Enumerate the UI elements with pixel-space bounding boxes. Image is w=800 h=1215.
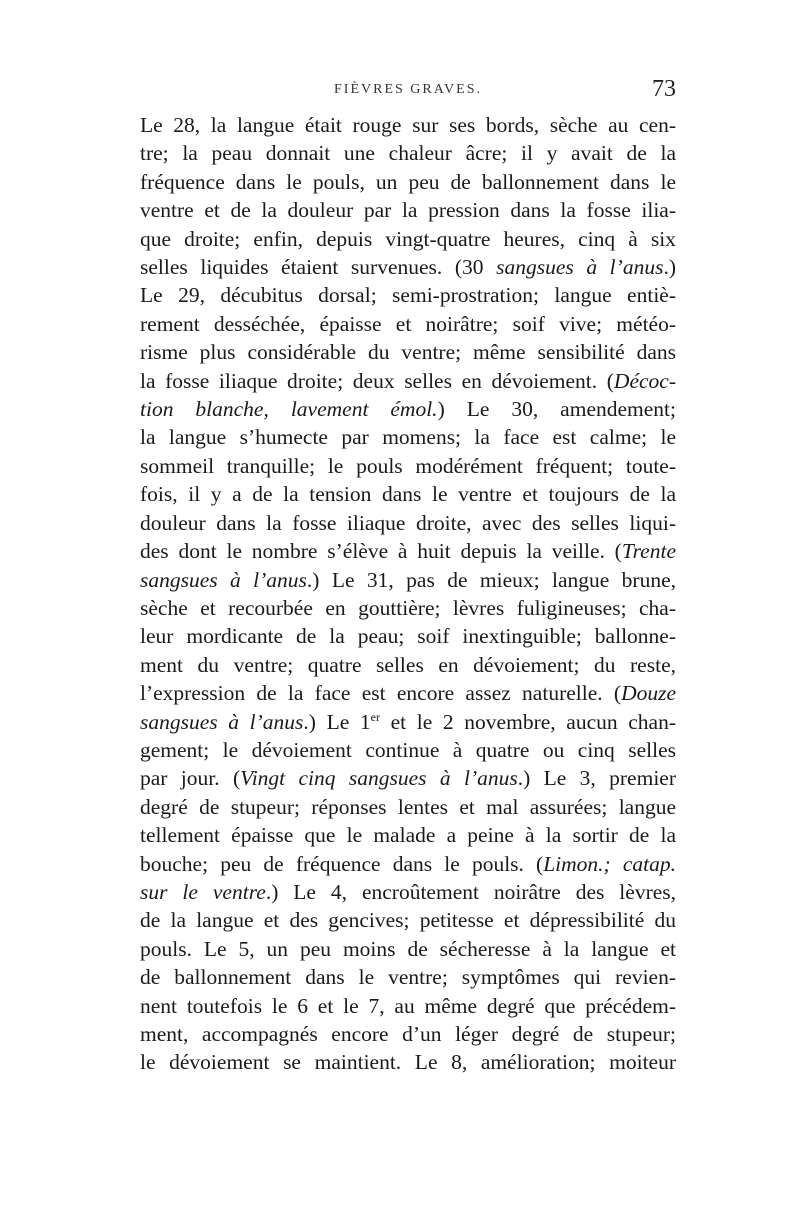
- text-line: [140, 367, 676, 395]
- text-segment: ment du ventre; quatre selles en dévoiement; du reste,: [140, 652, 676, 677]
- text-line: [140, 338, 676, 366]
- text-line: [140, 566, 676, 594]
- text-line: [140, 764, 676, 792]
- text-segment: ventre et de la douleur par la pression dans la fosse ilia-: [140, 198, 676, 223]
- text-line: [140, 480, 676, 508]
- italic-text: Douze: [621, 681, 676, 706]
- text-line: [140, 281, 676, 309]
- text-segment: de ballonnement dans le ventre; symptômes qui revien-: [140, 965, 676, 990]
- page-number: 73: [652, 76, 676, 102]
- text-line: [140, 423, 676, 451]
- text-line: [140, 537, 676, 565]
- text-segment: pouls. Le 5, un peu moins de sécheresse à la langue et: [140, 936, 676, 961]
- text-line: [140, 736, 676, 764]
- text-segment: ) Le 30, amendement;: [437, 397, 676, 422]
- text-line: [140, 850, 676, 878]
- superscript: er: [370, 709, 380, 724]
- text-line: [140, 935, 676, 963]
- italic-text: Vingt cinq sangsues à l’anus: [240, 766, 518, 791]
- text-segment: .) Le 4, encroûtement noirâtre des lèvres,: [265, 879, 677, 904]
- text-segment: par jour. (: [140, 766, 241, 791]
- text-line: [140, 395, 676, 423]
- text-segment: de la langue et des gencives; petitesse et dépressibilité du: [140, 908, 676, 933]
- running-title: FIÈVRES GRAVES.: [334, 82, 482, 97]
- text-segment: bouche; peu de fréquence dans le pouls. (: [140, 851, 544, 876]
- text-line: [140, 651, 676, 679]
- text-line: [140, 1048, 676, 1076]
- text-line: [140, 793, 676, 821]
- text-line: [140, 310, 676, 338]
- text-line: [140, 1020, 676, 1048]
- text-segment: .) Le 1: [303, 709, 371, 734]
- text-line: [140, 992, 676, 1020]
- text-segment: le dévoiement se maintient. Le 8, amélioration; moiteur: [140, 1050, 676, 1075]
- italic-text: Décoc-: [613, 368, 676, 393]
- text-line: [140, 196, 676, 224]
- text-segment: sommeil tranquille; le pouls modérément fréquent; toute-: [140, 453, 676, 478]
- text-line: [140, 821, 676, 849]
- italic-text: tion blanche, lavement émol.: [140, 397, 438, 422]
- text-segment: douleur dans la fosse iliaque droite, avec des selles liqui-: [140, 510, 676, 535]
- text-segment: la fosse iliaque droite; deux selles en dévoiement. (: [140, 368, 614, 393]
- text-line: [140, 111, 676, 139]
- italic-text: sangsues à l’anus: [140, 709, 304, 734]
- text-line: [140, 708, 676, 736]
- text-segment: degré de stupeur; réponses lentes et mal assurées; langue: [140, 794, 676, 819]
- text-line: [140, 963, 676, 991]
- text-segment: tre; la peau donnait une chaleur âcre; il y avait de la: [140, 141, 676, 166]
- text-segment: leur mordicante de la peau; soif inextinguible; ballonne-: [140, 624, 676, 649]
- text-line: [140, 253, 676, 281]
- italic-text: sangsues à l’anus: [140, 567, 307, 592]
- italic-text: Limon.; catap.: [543, 851, 676, 876]
- text-segment: fréquence dans le pouls, un peu de ballonnement dans le: [140, 169, 676, 194]
- text-segment: sèche et recourbée en gouttière; lèvres fuligineuses; cha-: [140, 595, 676, 620]
- running-head: [140, 76, 676, 110]
- text-line: [140, 139, 676, 167]
- text-segment: fois, il y a de la tension dans le ventre et toujours de la: [140, 482, 676, 507]
- italic-text: sangsues à l’anus: [496, 255, 664, 280]
- text-segment: risme plus considérable du ventre; même sensibilité dans: [140, 340, 676, 365]
- text-segment: la langue s’humecte par momens; la face est calme; le: [140, 425, 676, 450]
- italic-text: Trente: [621, 539, 676, 564]
- text-line: [140, 168, 676, 196]
- text-segment: l’expression de la face est encore assez naturelle. (: [140, 681, 622, 706]
- text-line: [140, 594, 676, 622]
- text-line: [140, 622, 676, 650]
- text-segment: .) Le 31, pas de mieux; langue brune,: [306, 567, 676, 592]
- text-line: [140, 509, 676, 537]
- text-segment: gement; le dévoiement continue à quatre ou cinq selles: [140, 737, 676, 762]
- text-line: [140, 452, 676, 480]
- text-line: [140, 679, 676, 707]
- body-text: [140, 111, 676, 1077]
- text-segment: .) Le 3, premier: [517, 766, 676, 791]
- text-segment: rement desséchée, épaisse et noirâtre; soif vive; météo-: [140, 311, 676, 336]
- text-line: [140, 225, 676, 253]
- text-line: [140, 906, 676, 934]
- text-segment: selles liquides étaient survenues. (30: [140, 255, 497, 280]
- text-segment: Le 28, la langue était rouge sur ses bords, sèche au cen-: [140, 113, 676, 137]
- text-segment: .): [663, 255, 676, 280]
- text-line: [140, 878, 676, 906]
- text-segment: et le 2 novembre, aucun chan-: [379, 709, 676, 734]
- italic-text: sur le ventre: [140, 879, 266, 904]
- text-segment: Le 29, décubitus dorsal; semi-prostration; langue entiè-: [140, 283, 676, 308]
- text-segment: tellement épaisse que le malade a peine à la sortir de la: [140, 823, 676, 848]
- text-segment: ment, accompagnés encore d’un léger degré de stupeur;: [140, 1022, 676, 1046]
- text-segment: des dont le nombre s’élève à huit depuis la veille. (: [140, 539, 622, 564]
- text-segment: nent toutefois le 6 et le 7, au même degré que précédem-: [140, 993, 676, 1018]
- text-segment: que droite; enfin, depuis vingt-quatre heures, cinq à six: [140, 226, 676, 251]
